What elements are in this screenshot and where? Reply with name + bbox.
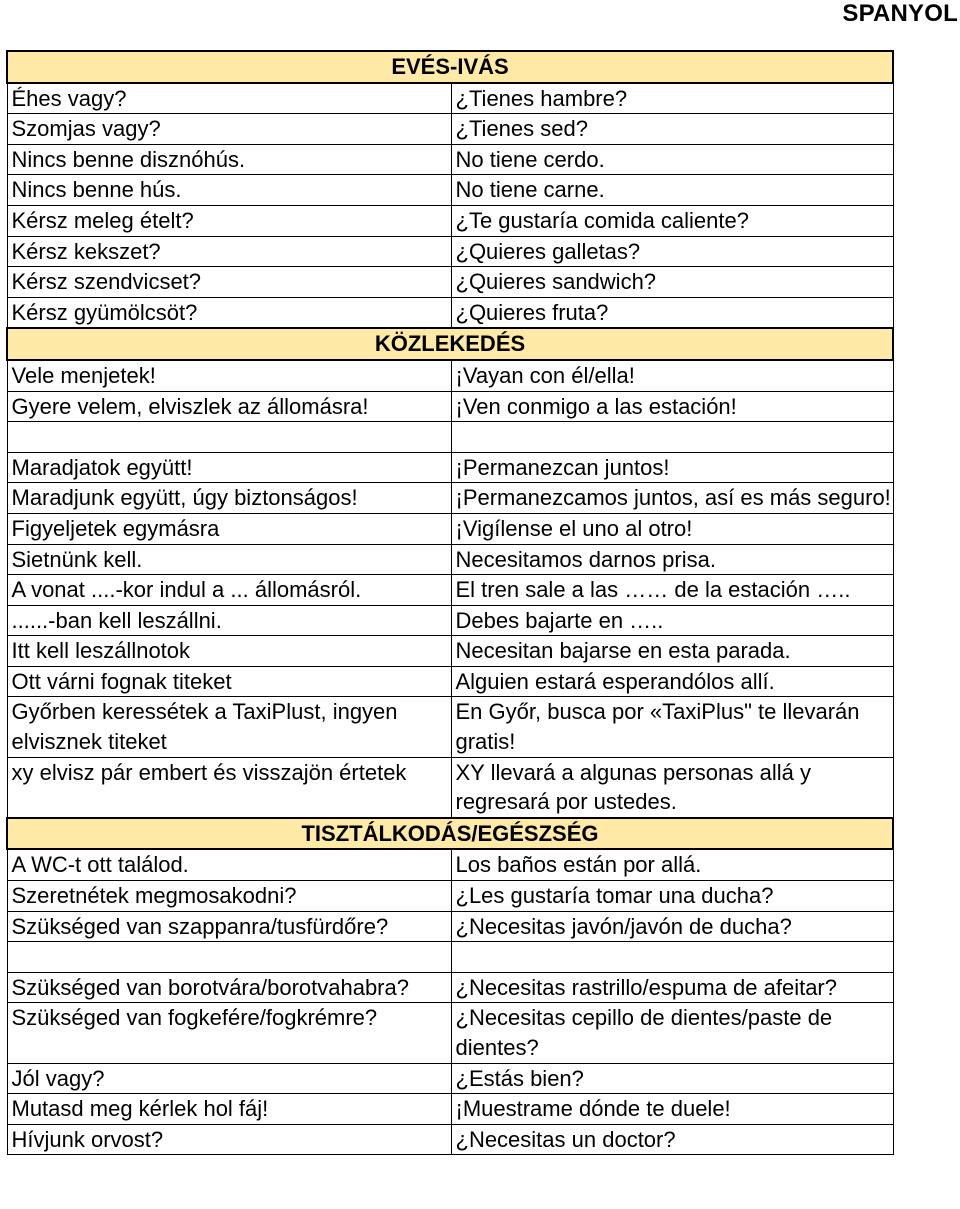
phrase-row (7, 911, 893, 942)
spanish-phrase: Alguien estará esperandólos allí. (451, 666, 893, 697)
hungarian-phrase: Vele menjetek! (7, 360, 451, 391)
hungarian-phrase: Szeretnétek megmosakodni? (7, 881, 451, 912)
phrase-row (7, 575, 893, 606)
spanish-phrase: ¿Te gustaría comida caliente? (451, 205, 893, 236)
hungarian-phrase: Hívjunk orvost? (7, 1124, 451, 1155)
spanish-phrase (451, 422, 893, 453)
phrase-row (7, 1003, 893, 1063)
hungarian-phrase: Sietnünk kell. (7, 544, 451, 575)
spanish-phrase: ¿Tienes sed? (451, 114, 893, 145)
spanish-phrase: El tren sale a las …… de la estación ….. (451, 575, 893, 606)
phrase-row (7, 881, 893, 912)
spanish-phrase: ¿Quieres fruta? (451, 297, 893, 328)
spanish-phrase: ¡Vigílense el uno al otro! (451, 513, 893, 544)
spanish-phrase: ¿Estás bien? (451, 1063, 893, 1094)
spanish-phrase: ¿Necesitas un doctor? (451, 1124, 893, 1155)
spanish-phrase: Necesitamos darnos prisa. (451, 544, 893, 575)
phrase-row (7, 849, 893, 880)
section-title: KÖZLEKEDÉS (7, 328, 893, 360)
phrase-row (7, 757, 893, 818)
hungarian-phrase: Maradjatok együtt! (7, 452, 451, 483)
phrase-table-body (7, 51, 893, 1155)
hungarian-phrase: Nincs benne disznóhús. (7, 144, 451, 175)
hungarian-phrase (7, 422, 451, 453)
section-title: EVÉS-IVÁS (7, 51, 893, 83)
spanish-phrase: ¿Les gustaría tomar una ducha? (451, 881, 893, 912)
spanish-phrase: ¿Tienes hambre? (451, 83, 893, 114)
phrase-row (7, 422, 893, 453)
section-title: TISZTÁLKODÁS/EGÉSZSÉG (7, 818, 893, 850)
hungarian-phrase: Szükséged van borotvára/borotvahabra? (7, 972, 451, 1003)
spanish-phrase: ¿Necesitas javón/javón de ducha? (451, 911, 893, 942)
phrase-row (7, 205, 893, 236)
phrase-row (7, 697, 893, 757)
phrase-table (6, 50, 894, 1155)
phrase-row (7, 391, 893, 422)
hungarian-phrase: xy elvisz pár embert és visszajön értetek (7, 757, 451, 818)
spanish-phrase: XY llevará a algunas personas allá y regresará por ustedes. (451, 757, 893, 818)
phrase-row (7, 452, 893, 483)
phrase-row (7, 1124, 893, 1155)
phrase-row (7, 114, 893, 145)
phrase-row (7, 175, 893, 206)
spanish-phrase: ¿Necesitas cepillo de dientes/paste de dientes? (451, 1003, 893, 1063)
hungarian-phrase: Itt kell leszállnotok (7, 636, 451, 667)
hungarian-phrase: Nincs benne hús. (7, 175, 451, 206)
spanish-phrase: No tiene cerdo. (451, 144, 893, 175)
phrase-row (7, 636, 893, 667)
phrase-row (7, 544, 893, 575)
section-header-row (7, 51, 893, 83)
spanish-phrase: ¿Necesitas rastrillo/espuma de afeitar? (451, 972, 893, 1003)
hungarian-phrase: Gyere velem, elviszlek az állomásra! (7, 391, 451, 422)
hungarian-phrase: Kérsz gyümölcsöt? (7, 297, 451, 328)
hungarian-phrase: ......-ban kell leszállni. (7, 605, 451, 636)
language-label: SPANYOL (842, 0, 958, 27)
hungarian-phrase: Kérsz szendvicset? (7, 267, 451, 298)
spanish-phrase: ¿Quieres sandwich? (451, 267, 893, 298)
hungarian-phrase: A WC-t ott találod. (7, 849, 451, 880)
hungarian-phrase: Szükséged van szappanra/tusfürdőre? (7, 911, 451, 942)
phrase-row (7, 483, 893, 514)
phrase-row (7, 972, 893, 1003)
spanish-phrase: Debes bajarte en ….. (451, 605, 893, 636)
spanish-phrase: No tiene carne. (451, 175, 893, 206)
spanish-phrase: ¡Vayan con él/ella! (451, 360, 893, 391)
hungarian-phrase: Szomjas vagy? (7, 114, 451, 145)
hungarian-phrase: Szükséged van fogkefére/fogkrémre? (7, 1003, 451, 1063)
spanish-phrase: En Győr, busca por «TaxiPlus" te llevarán gratis! (451, 697, 893, 757)
hungarian-phrase: Maradjunk együtt, úgy biztonságos! (7, 483, 451, 514)
spanish-phrase: ¡Permanezcamos juntos, así es más seguro! (451, 483, 893, 514)
phrase-row (7, 605, 893, 636)
hungarian-phrase: Mutasd meg kérlek hol fáj! (7, 1094, 451, 1125)
hungarian-phrase: Ott várni fognak titeket (7, 666, 451, 697)
phrase-row (7, 513, 893, 544)
hungarian-phrase (7, 942, 451, 973)
section-header-row (7, 818, 893, 850)
hungarian-phrase: Kérsz kekszet? (7, 236, 451, 267)
hungarian-phrase: A vonat ....-kor indul a ... állomásról. (7, 575, 451, 606)
hungarian-phrase: Éhes vagy? (7, 83, 451, 114)
phrase-row (7, 1063, 893, 1094)
spanish-phrase: ¿Quieres galletas? (451, 236, 893, 267)
phrase-row (7, 83, 893, 114)
hungarian-phrase: Kérsz meleg ételt? (7, 205, 451, 236)
phrase-row (7, 236, 893, 267)
hungarian-phrase: Győrben keressétek a TaxiPlust, ingyen elvisznek titeket (7, 697, 451, 757)
phrase-row (7, 942, 893, 973)
spanish-phrase: Necesitan bajarse en esta parada. (451, 636, 893, 667)
phrase-row (7, 1094, 893, 1125)
hungarian-phrase: Figyeljetek egymásra (7, 513, 451, 544)
spanish-phrase: ¡Ven conmigo a las estación! (451, 391, 893, 422)
phrase-row (7, 297, 893, 328)
spanish-phrase: ¡Permanezcan juntos! (451, 452, 893, 483)
phrase-row (7, 144, 893, 175)
spanish-phrase (451, 942, 893, 973)
phrase-row (7, 360, 893, 391)
hungarian-phrase: Jól vagy? (7, 1063, 451, 1094)
phrase-row (7, 666, 893, 697)
spanish-phrase: Los baños están por allá. (451, 849, 893, 880)
phrase-row (7, 267, 893, 298)
spanish-phrase: ¡Muestrame dónde te duele! (451, 1094, 893, 1125)
section-header-row (7, 328, 893, 360)
